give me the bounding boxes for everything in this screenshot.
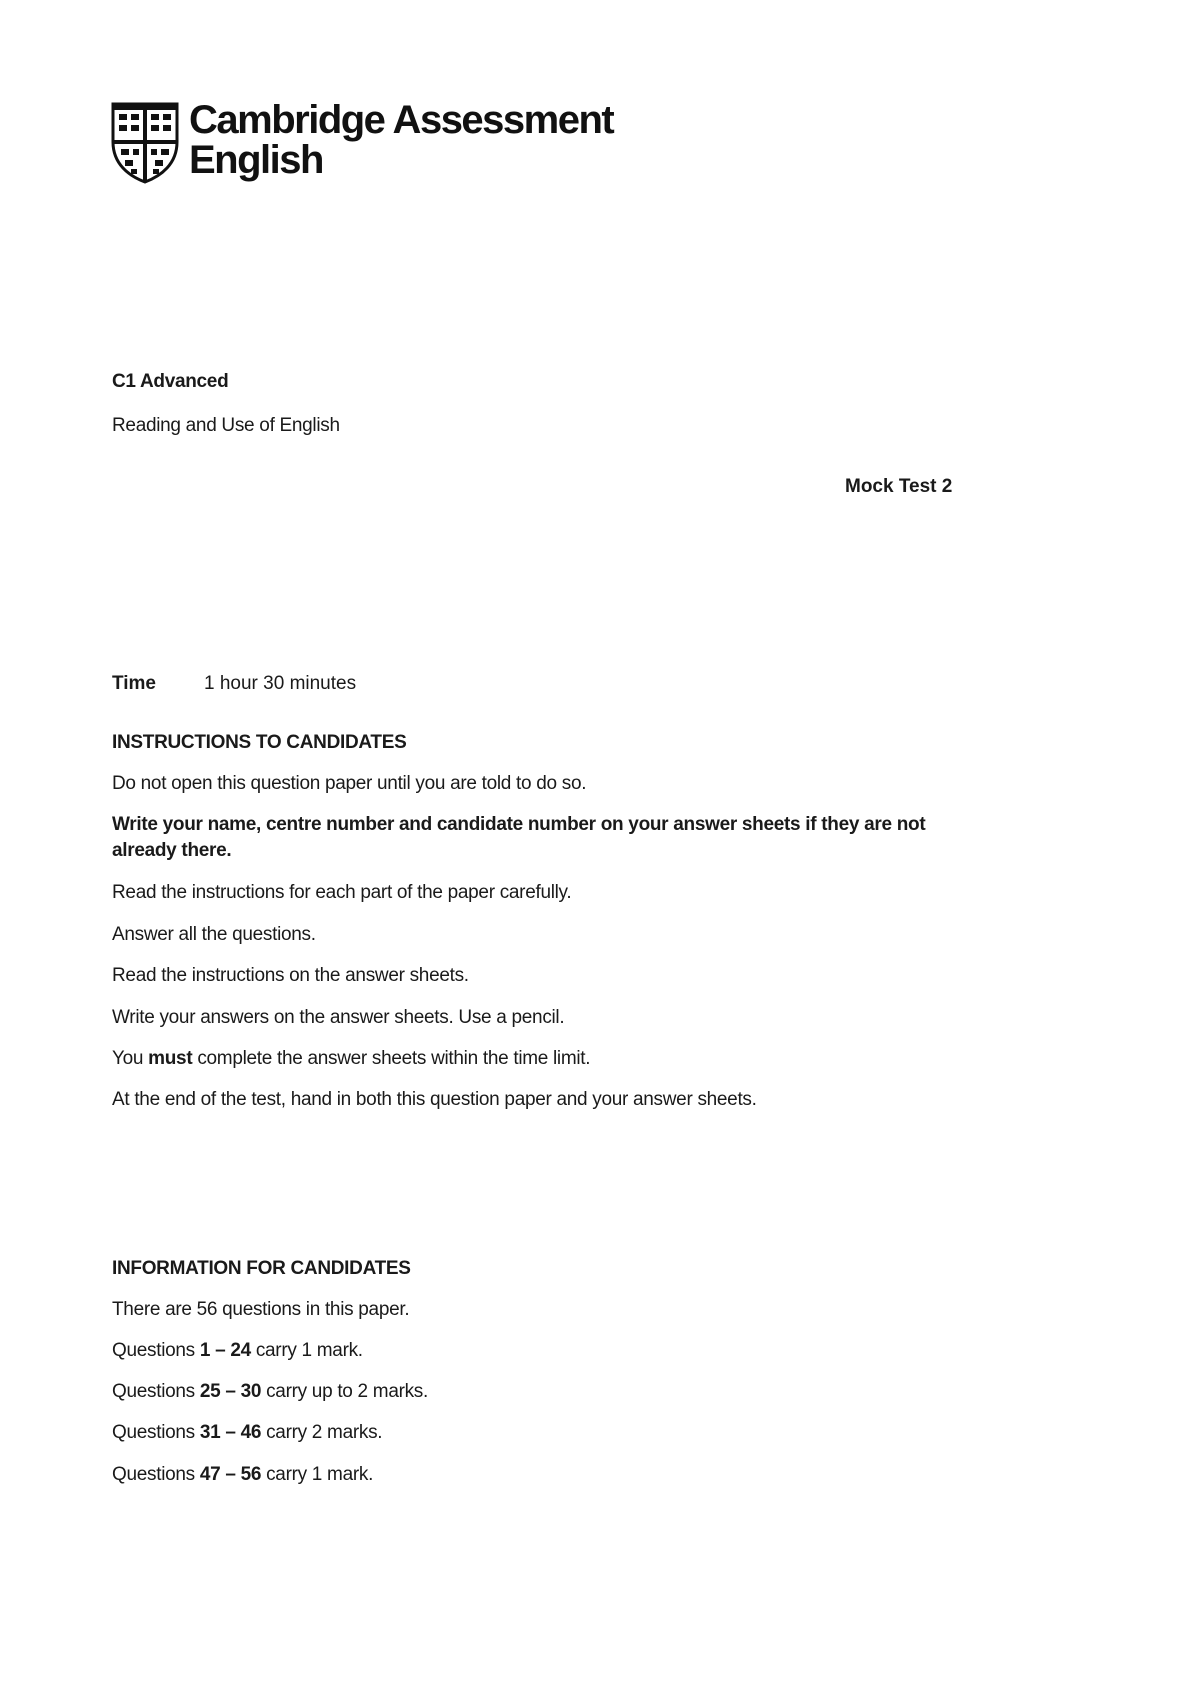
instruction-item: Do not open this question paper until you are told to do so. xyxy=(112,773,587,794)
marks-prefix: Questions xyxy=(112,1464,200,1485)
cambridge-logo xyxy=(111,100,613,184)
exam-level: C1 Advanced xyxy=(112,371,229,392)
logo-wordmark xyxy=(189,100,613,180)
marks-suffix: carry up to 2 marks. xyxy=(261,1381,428,1402)
marks-suffix: carry 1 mark. xyxy=(261,1464,374,1485)
marks-range: 1 – 24 xyxy=(199,1340,251,1361)
instructions-heading: INSTRUCTIONS TO CANDIDATES xyxy=(112,732,407,753)
marks-prefix: Questions xyxy=(112,1422,200,1443)
marks-line xyxy=(112,1379,428,1405)
logo-line-1: Cambridge Assessment xyxy=(189,98,614,142)
cambridge-shield-icon xyxy=(111,102,179,184)
time-row xyxy=(112,671,356,697)
marks-range: 31 – 46 xyxy=(199,1422,262,1443)
time-value: 1 hour 30 minutes xyxy=(204,673,357,694)
marks-line xyxy=(112,1462,373,1488)
must-emphasis: must xyxy=(148,1048,193,1069)
instruction-item: Answer all the questions. xyxy=(112,924,316,945)
instruction-item: Write your name, centre number and candidate number on your answer sheets if they are not already there. xyxy=(112,814,926,861)
must-before: You xyxy=(112,1048,149,1069)
marks-line xyxy=(112,1338,363,1364)
marks-range: 47 – 56 xyxy=(199,1464,262,1485)
instruction-item: At the end of the test, hand in both this question paper and your answer sheets. xyxy=(112,1089,757,1110)
marks-range: 25 – 30 xyxy=(199,1381,262,1402)
instruction-item: Read the instructions for each part of the paper carefully. xyxy=(112,882,572,903)
marks-prefix: Questions xyxy=(112,1340,200,1361)
marks-suffix: carry 2 marks. xyxy=(261,1422,383,1443)
instruction-item: Write your answers on the answer sheets. Use a pencil. xyxy=(112,1007,565,1028)
marks-line xyxy=(112,1420,382,1446)
instruction-item: Read the instructions on the answer sheets. xyxy=(112,965,469,986)
instruction-item-must xyxy=(112,1046,590,1072)
marks-prefix: Questions xyxy=(112,1381,200,1402)
marks-suffix: carry 1 mark. xyxy=(250,1340,363,1361)
information-heading: INFORMATION FOR CANDIDATES xyxy=(112,1258,411,1279)
mock-test-label: Mock Test 2 xyxy=(845,476,953,497)
must-after: complete the answer sheets within the time limit. xyxy=(192,1048,591,1069)
information-intro: There are 56 questions in this paper. xyxy=(112,1299,410,1320)
time-label: Time xyxy=(112,673,157,694)
logo-line-2: English xyxy=(189,138,323,182)
paper-title: Reading and Use of English xyxy=(112,415,340,436)
